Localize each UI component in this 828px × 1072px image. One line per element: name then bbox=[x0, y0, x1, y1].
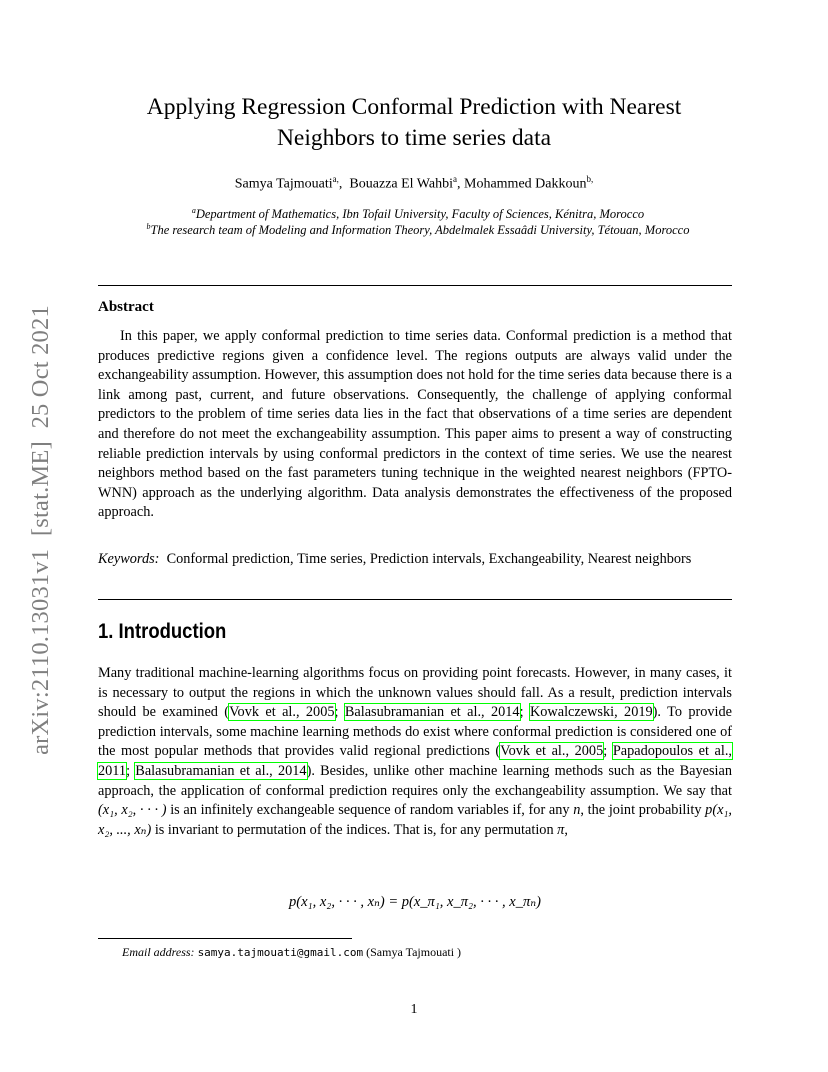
author-affil-marker: a, bbox=[332, 174, 339, 184]
citation-link[interactable]: Vovk et al., 2005 bbox=[500, 743, 604, 760]
affiliation-marker: b bbox=[146, 222, 151, 231]
display-equation: p(x₁, x₂, · · · , xₙ) = p(x_π₁, x_π₂, · · · , x_πₙ) bbox=[289, 894, 541, 910]
paper-title bbox=[98, 92, 730, 154]
keywords bbox=[98, 550, 732, 570]
affiliation-text: The research team of Modeling and Information Theory, Abdelmalek Essaâdi University, Tétouan, Morocco bbox=[150, 223, 690, 238]
paragraph-text: is an infinitely exchangeable sequence of random variables if, for any bbox=[166, 802, 574, 819]
abstract-top-rule bbox=[98, 285, 732, 286]
abstract-text: In this paper, we apply conformal prediction to time series data. Conformal prediction is a method that produces predictive regions given a confidence level. The regions outputs are always valid under the exchangeability assumption. However, this assumption does not hold for the time series data because there is a link among past, current, and future observations. Consequently, the challenge of applying conformal predictors to the problem of time series data lies in the fact that observations of a time series are dependent and therefore do not meet the exchangeability assumption. This paper aims to present a way of constructing reliable prediction intervals by using conformal predictors in the context of time series. We use the nearest neighbors method based on the fast parameters tuning technique in the weighted nearest neighbors (FPTO-WNN) approach as the underlying algorithm. Data analysis demonstrates the effectiveness of the proposed approach. bbox=[98, 328, 732, 521]
citation-link[interactable]: Papadopoulos et al., 2011 bbox=[98, 743, 733, 779]
inline-math: n bbox=[573, 802, 581, 819]
title-line-1: Applying Regression Conformal Prediction with Nearest bbox=[146, 94, 682, 120]
citation-separator: ; bbox=[603, 743, 613, 760]
inline-math: (x₁, x₂, · · · ) bbox=[98, 802, 167, 819]
paragraph-text: ). Besides, unlike other machine learning methods such as the Bayesian approach, the application of conformal prediction requires only the exchangeability assumption. We say that bbox=[98, 762, 732, 799]
citation-link[interactable]: Vovk et al., 2005 bbox=[229, 704, 335, 721]
arxiv-identifier: arXiv:2110.13031v1 [stat.ME] 25 Oct 2021 bbox=[27, 305, 55, 755]
inline-math: p(x₁, x₂, ..., xₙ) bbox=[98, 802, 732, 838]
keywords-list: Conformal prediction, Time series, Prediction intervals, Exchangeability, Nearest neighbors bbox=[166, 551, 692, 567]
author-affil-marker: a bbox=[453, 174, 457, 184]
title-line-2: Neighbors to time series data bbox=[276, 125, 552, 151]
author-name: Bouazza El Wahbi bbox=[349, 176, 453, 192]
author-name: Samya Tajmouati bbox=[234, 176, 333, 192]
paragraph-text: is invariant to permutation of the indices. That is, for any permutation bbox=[151, 821, 558, 838]
section-heading: 1. Introduction bbox=[98, 620, 227, 643]
paragraph-text: Many traditional machine-learning algorithms focus on providing point forecasts. However, in many cases, it is necessary to output the regions in which the unknown values should fall. As a result, prediction intervals should be examined ( bbox=[98, 665, 732, 721]
author-name: Mohammed Dakkoun bbox=[464, 176, 587, 192]
author-list: Samya Tajmouati$^{a,}$, Bouazza El Wahbi$^a$, Mohammed Dakkoun$^{b,}$ bbox=[234, 174, 594, 192]
footnote-email[interactable]: samya.tajmouati@gmail.com bbox=[197, 946, 364, 959]
affiliation bbox=[98, 222, 738, 238]
keywords-label: Keywords: bbox=[98, 551, 160, 567]
citation-link[interactable]: Balasubramanian et al., 2014 bbox=[135, 762, 307, 779]
citation-link[interactable]: Kowalczewski, 2019 bbox=[529, 704, 653, 721]
abstract-heading: Abstract bbox=[98, 299, 154, 315]
affiliation-text: Department of Mathematics, Ibn Tofail University, Faculty of Sciences, Kénitra, Morocco bbox=[195, 207, 645, 222]
page-number: 1 bbox=[410, 1002, 418, 1017]
footnote-label: Email address: bbox=[122, 945, 195, 959]
inline-math: π bbox=[557, 821, 565, 838]
affiliation-marker: a bbox=[191, 206, 196, 215]
footnote-rule bbox=[98, 938, 352, 939]
paragraph-text: ). To provide prediction intervals, some machine learning methods do exist where conformal prediction is considered one of the most popular methods that provides valid regional predictions ( bbox=[98, 704, 733, 760]
abstract-bottom-rule bbox=[98, 599, 732, 600]
footnote bbox=[122, 945, 461, 960]
citation-link[interactable]: Balasubramanian et al., 2014 bbox=[344, 704, 520, 721]
citation-separator: ; bbox=[126, 762, 136, 779]
affiliation bbox=[98, 206, 738, 222]
footnote-name: (Samya Tajmouati ) bbox=[366, 945, 462, 959]
citation-separator: ; bbox=[334, 704, 345, 721]
arxiv-stamp bbox=[21, 285, 61, 775]
paragraph-text: , bbox=[564, 821, 568, 838]
author-affil-marker: b, bbox=[586, 174, 594, 184]
paragraph-text: , the joint probability bbox=[580, 802, 706, 819]
citation-separator: ; bbox=[519, 704, 530, 721]
introduction-paragraph bbox=[98, 664, 732, 840]
